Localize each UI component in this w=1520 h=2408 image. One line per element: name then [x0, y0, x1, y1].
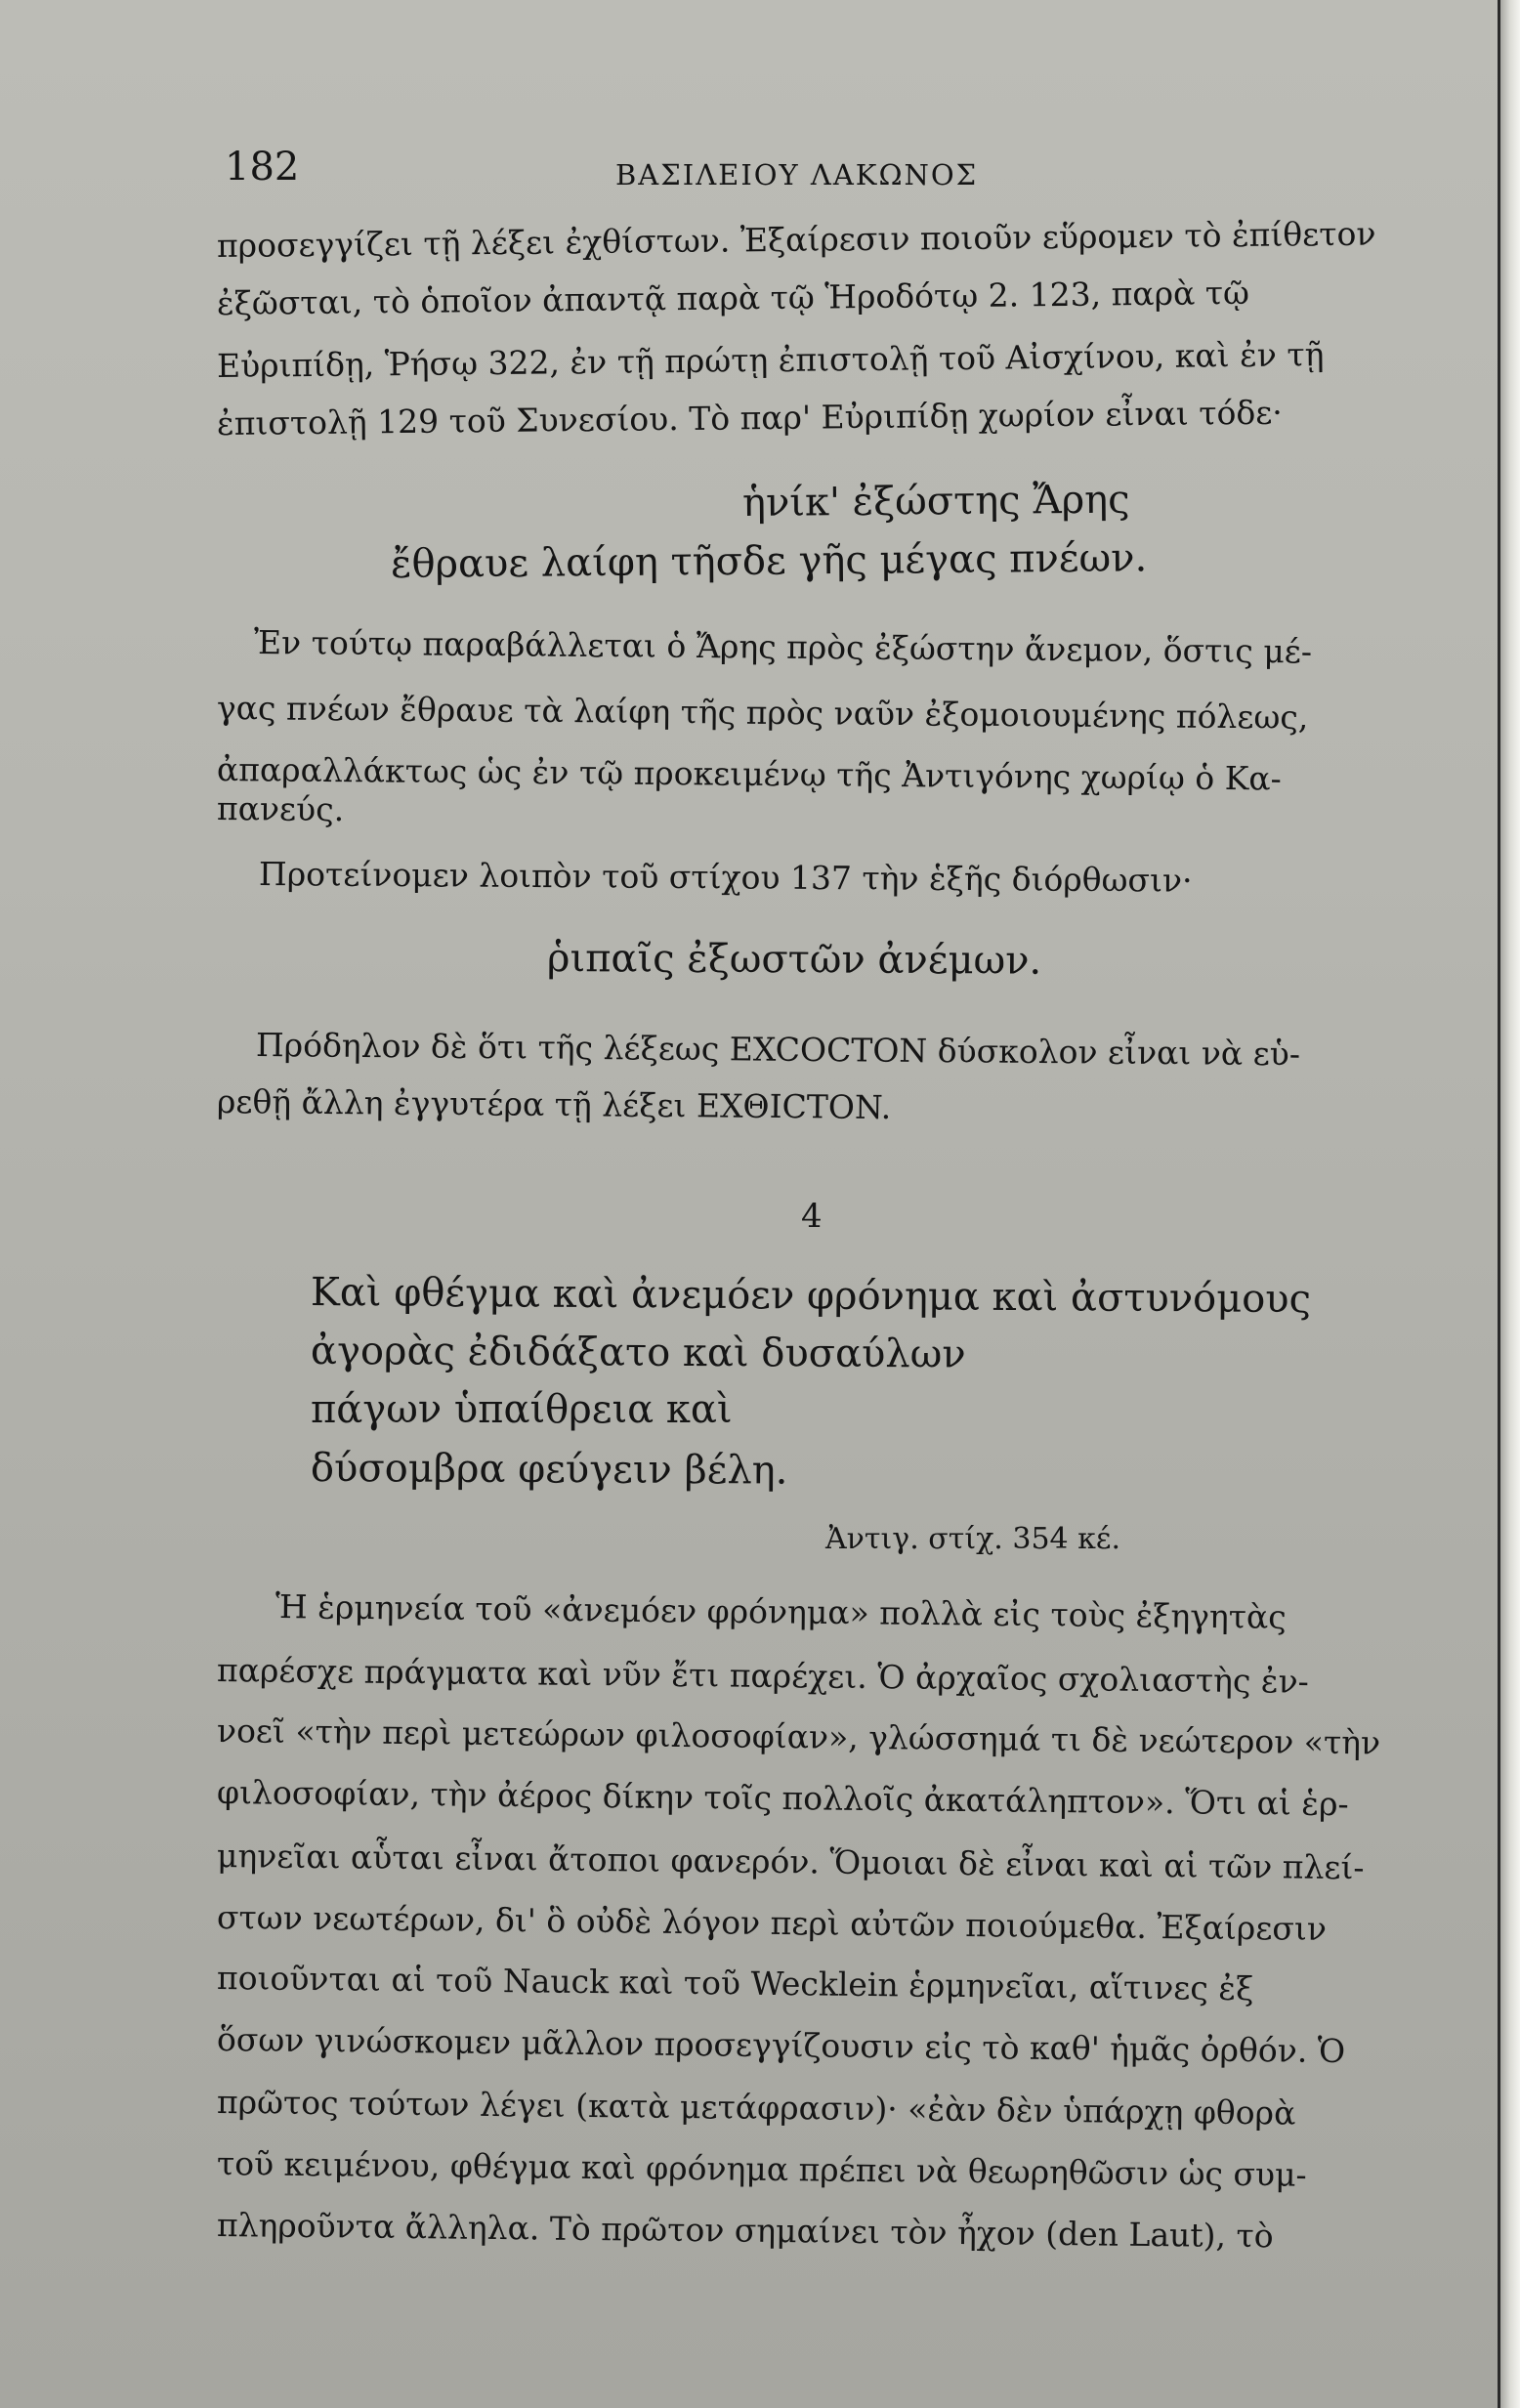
text-line: μηνεῖαι αὗται εἶναι ἄτοποι φανερόν. Ὅμοιαι δὲ εἶναι καὶ αἱ τῶν πλεί- — [216, 1837, 1365, 1887]
verse-line: πάγων ὑπαίθρεια καὶ — [311, 1387, 733, 1432]
page-header — [225, 145, 1202, 203]
gutter-edge-line — [1498, 0, 1500, 2408]
text-line: Ἐν τούτῳ παραβάλλεται ὁ Ἄρης πρὸς ἐξώστην ἄνεμον, ὅστις μέ- — [253, 623, 1313, 671]
text-line: Πρόδηλον δὲ ὅτι τῆς λέξεως EXCOCTON δύσκολον εἶναι νὰ εὑ- — [255, 1026, 1301, 1074]
section-number: 4 — [801, 1197, 823, 1236]
verse-line: Καὶ φθέγμα καὶ ἀνεμόεν φρόνημα καὶ ἀστυνόμους — [310, 1270, 1312, 1323]
text-line: ἀπαραλλάκτως ὡς ἐν τῷ προκειμένῳ τῆς Ἀντιγόνης χωρίῳ ὁ Κα- — [216, 750, 1282, 798]
page-number: 182 — [225, 145, 300, 190]
text-line: νοεῖ «τὴν περὶ μετεώρων φιλοσοφίαν», γλώσσημά τι δὲ νεώτερον «τὴν — [216, 1711, 1381, 1762]
text-line: πληροῦντα ἄλληλα. Τὸ πρῶτον σημαίνει τὸν ἦχον (den Laut), τὸ — [216, 2206, 1274, 2256]
verse-line: ἔθραυε λαίφη τῆσδε γῆς μέγας πνέων. — [390, 535, 1148, 587]
text-line: στων νεωτέρων, δι' ὃ οὐδὲ λόγον περὶ αὐτῶν ποιούμεθα. Ἐξαίρεσιν — [216, 1898, 1328, 1948]
text-line: τοῦ κειμένου, φθέγμα καὶ φρόνημα πρέπει νὰ θεωρηθῶσιν ὡς συμ- — [216, 2144, 1307, 2194]
text-line: ὅσων γινώσκομεν μᾶλλον προσεγγίζουσιν εἰς τὸ καθ' ἡμᾶς ὀρθόν. Ὁ — [216, 2020, 1346, 2071]
text-line: φιλοσοφίαν, τὴν ἀέρος δίκην τοῖς πολλοῖς ἀκατάληπτον». Ὅτι αἱ ἑρ- — [216, 1773, 1349, 1824]
text-line: ποιοῦνται αἱ τοῦ Nauck καὶ τοῦ Wecklein ἑρμηνεῖαι, αἵτινες ἐξ — [216, 1959, 1254, 2008]
verse-line: δύσομβρα φεύγειν βέλη. — [310, 1446, 788, 1494]
text-line: ἐπιστολῇ 129 τοῦ Συνεσίου. Τὸ παρ' Εὐριπίδῃ χωρίον εἶναι τόδε· — [216, 393, 1283, 443]
text-line: Εὐριπίδῃ, Ῥήσῳ 322, ἐν τῇ πρώτῃ ἐπιστολῇ τοῦ Αἰσχίνου, καὶ ἐν τῇ — [216, 335, 1325, 385]
text-line: πρῶτος τούτων λέγει (κατὰ μετάφρασιν)· «ἐὰν δὲν ὑπάρχῃ φθορὰ — [216, 2083, 1296, 2133]
verse-attribution: Ἀντιγ. στίχ. 354 κέ. — [825, 1522, 1120, 1556]
verse-line: ἡνίκ' ἐξώστης Ἄρης — [741, 477, 1130, 526]
verse-line: ῥιπαῖς ἐξωστῶν ἀνέμων. — [546, 936, 1042, 984]
verse-line: ἀγορὰς ἐδιδάξατο καὶ δυσαύλων — [310, 1329, 966, 1377]
text-line: γας πνέων ἔθραυε τὰ λαίφη τῆς πρὸς ναῦν ἐξομοιουμένης πόλεως, — [216, 689, 1309, 737]
text-line: ἐξῶσται, τὸ ὁποῖον ἀπαντᾷ παρὰ τῷ Ἡροδότῳ 2. 123, παρὰ τῷ — [216, 273, 1250, 322]
text-line: Προτείνομεν λοιπὸν τοῦ στίχου 137 τὴν ἑξῆς διόρθωσιν· — [258, 855, 1193, 900]
text-line: προσεγγίζει τῇ λέξει ἐχθίστων. Ἐξαίρεσιν ποιοῦν εὕρομεν τὸ ἐπίθετον — [216, 214, 1376, 265]
page-gutter — [1499, 0, 1520, 2408]
running-head: ΒΑΣΙΛΕΙΟΥ ΛΑΚΩΝΟΣ — [615, 158, 979, 191]
text-line: παρέσχε πράγματα καὶ νῦν ἔτι παρέχει. Ὁ ἀρχαῖος σχολιαστὴς ἐν- — [216, 1651, 1310, 1701]
text-line: ρεθῇ ἄλλη ἐγγυτέρα τῇ λέξει EXΘICTON. — [216, 1082, 892, 1127]
text-line: πανεύς. — [216, 789, 345, 829]
text-line: Ἡ ἑρμηνεία τοῦ «ἀνεμόεν φρόνημα» πολλὰ εἰς τοὺς ἐξηγητὰς — [274, 1587, 1287, 1636]
